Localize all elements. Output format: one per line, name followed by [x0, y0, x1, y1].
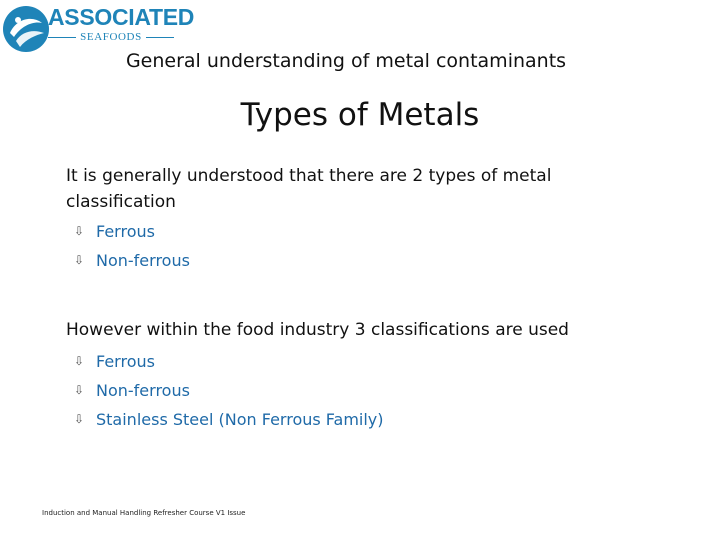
logo-rule-left [48, 37, 76, 38]
list-item [74, 246, 190, 275]
bullet-label: Non-ferrous [96, 381, 190, 400]
list-item [74, 376, 384, 405]
logo-rule-right [146, 37, 174, 38]
logo-subtitle [48, 30, 174, 44]
hollow-down-arrow-icon: ⇩ [74, 253, 85, 267]
bullet-label: Stainless Steel (Non Ferrous Family) [96, 410, 384, 429]
list-item [74, 347, 384, 376]
bullet-label: Ferrous [96, 222, 155, 241]
bullet-label: Ferrous [96, 352, 155, 371]
slide-footer: Induction and Manual Handling Refresher Course V1 Issue [42, 509, 246, 517]
slide-title: Types of Metals [240, 97, 480, 133]
section2-bullet-list [74, 347, 384, 434]
bullet-label: Non-ferrous [96, 251, 190, 270]
list-item [74, 405, 384, 434]
logo-subtitle-text: SEAFOODS [80, 31, 142, 43]
hollow-down-arrow-icon: ⇩ [74, 383, 85, 397]
section1-text: It is generally understood that there are 2 types of metal classification [66, 166, 552, 212]
section1-bullet-list [74, 217, 190, 275]
hollow-down-arrow-icon: ⇩ [74, 224, 85, 238]
slide-header: General understanding of metal contaminants [125, 50, 567, 72]
list-item [74, 217, 190, 246]
fish-logo-icon [0, 3, 52, 55]
logo-name: ASSOCIATED [48, 4, 195, 30]
hollow-down-arrow-icon: ⇩ [74, 354, 85, 368]
section2-text: However within the food industry 3 classifications are used [66, 320, 569, 340]
hollow-down-arrow-icon: ⇩ [74, 412, 85, 426]
company-logo [0, 0, 195, 56]
